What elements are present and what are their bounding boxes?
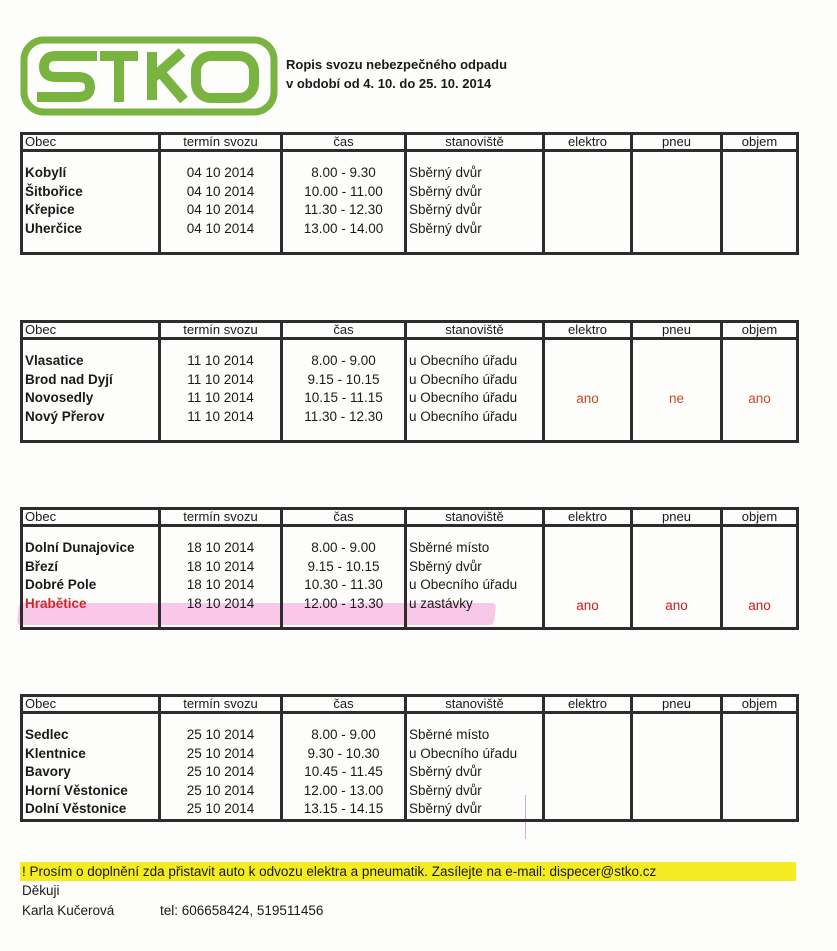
obec-value: Dobré Pole — [25, 577, 97, 593]
table-row — [22, 526, 798, 629]
date-value: 18 10 2014 — [186, 558, 255, 574]
column-header: pneu — [632, 696, 722, 713]
place-value: Sběrný dvůr — [409, 558, 482, 574]
obec-value: Brod nad Dyjí — [25, 371, 113, 387]
time-value: 8.00 - 9.00 — [311, 540, 376, 555]
place-value: Sběrný dvůr — [409, 165, 482, 180]
place-value: Sběrný dvůr — [409, 764, 482, 780]
time-value: 11.30 - 12.30 — [304, 202, 383, 218]
obec-value: Vlasatice — [25, 353, 84, 368]
place-cell — [406, 713, 544, 821]
time-value: 13.00 - 14.00 — [303, 220, 384, 236]
column-header: elektro — [544, 134, 632, 151]
obec-cell — [22, 713, 160, 821]
time-cell — [282, 339, 406, 442]
pneu-cell — [632, 339, 722, 442]
table-header-row — [22, 134, 798, 151]
obec-value: Bavory — [25, 764, 71, 780]
elektro-flag: ano — [576, 598, 599, 613]
column-header: objem — [722, 322, 798, 339]
column-header: stanoviště — [406, 322, 544, 339]
pneu-cell — [632, 713, 722, 821]
date-value: 04 10 2014 — [186, 220, 255, 236]
date-value: 18 10 2014 — [186, 595, 255, 611]
date-value: 18 10 2014 — [186, 540, 255, 555]
obec-value: Uherčice — [25, 220, 83, 236]
objem-cell — [722, 151, 798, 254]
time-value: 8.00 - 9.00 — [311, 353, 376, 368]
table-row — [22, 151, 798, 254]
obec-value: Horní Věstonice — [25, 782, 128, 798]
objem-cell — [722, 713, 798, 821]
footer-name: Karla Kučerová — [22, 903, 115, 918]
elektro-cell — [544, 526, 632, 629]
column-header: objem — [722, 696, 798, 713]
schedule-table — [20, 507, 799, 630]
footer-thanks: Děkuji — [22, 883, 60, 898]
column-header: stanoviště — [406, 134, 544, 151]
pneu-flag: ano — [665, 598, 688, 613]
column-header: elektro — [544, 322, 632, 339]
obec-value: Dolní Věstonice — [25, 801, 127, 817]
place-value: u Obecního úřadu — [409, 371, 518, 387]
place-cell — [406, 151, 544, 254]
date-cell — [160, 339, 282, 442]
table-header-row — [22, 509, 798, 526]
obec-value: Kobylí — [25, 165, 67, 180]
table-header-row — [22, 696, 798, 713]
obec-cell — [22, 526, 160, 629]
date-value: 04 10 2014 — [186, 183, 255, 199]
elektro-cell — [544, 339, 632, 442]
place-value: u Obecního úřadu — [409, 353, 518, 368]
date-cell — [160, 526, 282, 629]
column-header: pneu — [632, 509, 722, 526]
column-header: Obec — [22, 134, 160, 151]
obec-value: Novosedly — [25, 390, 94, 406]
place-value: Sběrný dvůr — [409, 220, 482, 236]
column-header: pneu — [632, 322, 722, 339]
column-header: pneu — [632, 134, 722, 151]
column-header: objem — [722, 509, 798, 526]
place-value: u zastávky — [409, 595, 473, 611]
elektro-cell — [544, 713, 632, 821]
time-value: 12.00 - 13.30 — [303, 595, 384, 611]
place-value: Sběrný dvůr — [409, 202, 482, 218]
obec-value: Klentnice — [25, 745, 86, 761]
time-cell — [282, 526, 406, 629]
place-value: u Obecního úřadu — [409, 408, 518, 424]
time-cell — [282, 713, 406, 821]
elektro-cell — [544, 151, 632, 254]
obec-value: Hrabětice — [25, 595, 87, 611]
table-row — [22, 339, 798, 442]
schedule-table — [20, 132, 799, 255]
column-header: čas — [282, 322, 406, 339]
column-header: Obec — [22, 696, 160, 713]
obec-cell — [22, 339, 160, 442]
time-value: 9.15 - 10.15 — [307, 371, 380, 387]
column-header: stanoviště — [406, 509, 544, 526]
obec-value: Sedlec — [25, 727, 69, 742]
date-value: 11 10 2014 — [187, 390, 254, 406]
date-value: 25 10 2014 — [186, 782, 255, 798]
time-value: 10.15 - 11.15 — [304, 390, 383, 406]
time-cell — [282, 151, 406, 254]
date-value: 11 10 2014 — [187, 353, 254, 368]
note-text: ! Prosím o doplnění zda přistavit auto k odvozu elektra a pneumatik. Zasílejte na e-mail: dispecer@stko.cz — [22, 864, 657, 879]
pneu-cell — [632, 526, 722, 629]
obec-value: Křepice — [25, 202, 75, 218]
objem-cell — [722, 339, 798, 442]
time-value: 8.00 - 9.30 — [311, 165, 376, 180]
column-header: termín svozu — [160, 509, 282, 526]
place-value: u Obecního úřadu — [409, 577, 518, 593]
column-header: termín svozu — [160, 322, 282, 339]
pneu-cell — [632, 151, 722, 254]
table-row — [22, 713, 798, 821]
column-header: čas — [282, 134, 406, 151]
heading-line-1: Ropis svozu nebezpečného odpadu — [286, 57, 508, 72]
yellow-note — [20, 862, 796, 881]
column-header: Obec — [22, 509, 160, 526]
obec-value: Dolní Dunajovice — [25, 540, 135, 555]
schedule-table — [20, 320, 799, 443]
time-value: 8.00 - 9.00 — [311, 727, 376, 742]
time-value: 9.30 - 10.30 — [307, 745, 380, 761]
column-header: termín svozu — [160, 134, 282, 151]
place-cell — [406, 339, 544, 442]
time-value: 9.15 - 10.15 — [307, 558, 380, 574]
column-header: termín svozu — [160, 696, 282, 713]
time-value: 12.00 - 13.00 — [303, 782, 384, 798]
place-value: Sběrný dvůr — [409, 183, 482, 199]
stko-logo — [20, 36, 278, 116]
heading-line-2: v období od 4. 10. do 25. 10. 2014 — [286, 76, 492, 91]
date-value: 25 10 2014 — [186, 801, 255, 817]
time-value: 11.30 - 12.30 — [304, 408, 383, 424]
date-value: 11 10 2014 — [187, 371, 254, 387]
place-value: Sběrné místo — [409, 727, 490, 742]
date-value: 04 10 2014 — [186, 165, 255, 180]
date-value: 11 10 2014 — [187, 408, 254, 424]
column-header: stanoviště — [406, 696, 544, 713]
time-value: 13.15 - 14.15 — [303, 801, 384, 817]
column-header: objem — [722, 134, 798, 151]
obec-value: Nový Přerov — [25, 408, 105, 424]
footer-phone: tel: 606658424, 519511456 — [160, 903, 324, 918]
column-header: Obec — [22, 322, 160, 339]
time-value: 10.00 - 11.00 — [304, 183, 383, 199]
place-value: u Obecního úřadu — [409, 390, 518, 406]
obec-value: Březí — [25, 558, 59, 574]
column-header: čas — [282, 509, 406, 526]
date-value: 18 10 2014 — [186, 577, 255, 593]
objem-flag: ano — [748, 391, 771, 406]
date-value: 25 10 2014 — [186, 727, 255, 742]
time-value: 10.30 - 11.30 — [304, 577, 383, 593]
date-value: 25 10 2014 — [186, 764, 255, 780]
place-cell — [406, 526, 544, 629]
obec-value: Šitbořice — [25, 183, 83, 199]
date-value: 04 10 2014 — [186, 202, 255, 218]
table-header-row — [22, 322, 798, 339]
column-header: čas — [282, 696, 406, 713]
place-value: u Obecního úřadu — [409, 745, 518, 761]
column-header: elektro — [544, 509, 632, 526]
obec-cell — [22, 151, 160, 254]
date-cell — [160, 151, 282, 254]
place-value: Sběrný dvůr — [409, 782, 482, 798]
date-value: 25 10 2014 — [186, 745, 255, 761]
document-heading — [286, 55, 507, 93]
objem-flag: ano — [748, 598, 771, 613]
stko-logo-graphic — [20, 36, 278, 116]
column-header: elektro — [544, 696, 632, 713]
place-value: Sběrný dvůr — [409, 801, 482, 817]
date-cell — [160, 713, 282, 821]
pneu-flag: ne — [668, 391, 685, 406]
schedule-table — [20, 694, 799, 822]
elektro-flag: ano — [576, 391, 599, 406]
objem-cell — [722, 526, 798, 629]
time-value: 10.45 - 11.45 — [304, 764, 383, 780]
place-value: Sběrné místo — [409, 540, 490, 555]
